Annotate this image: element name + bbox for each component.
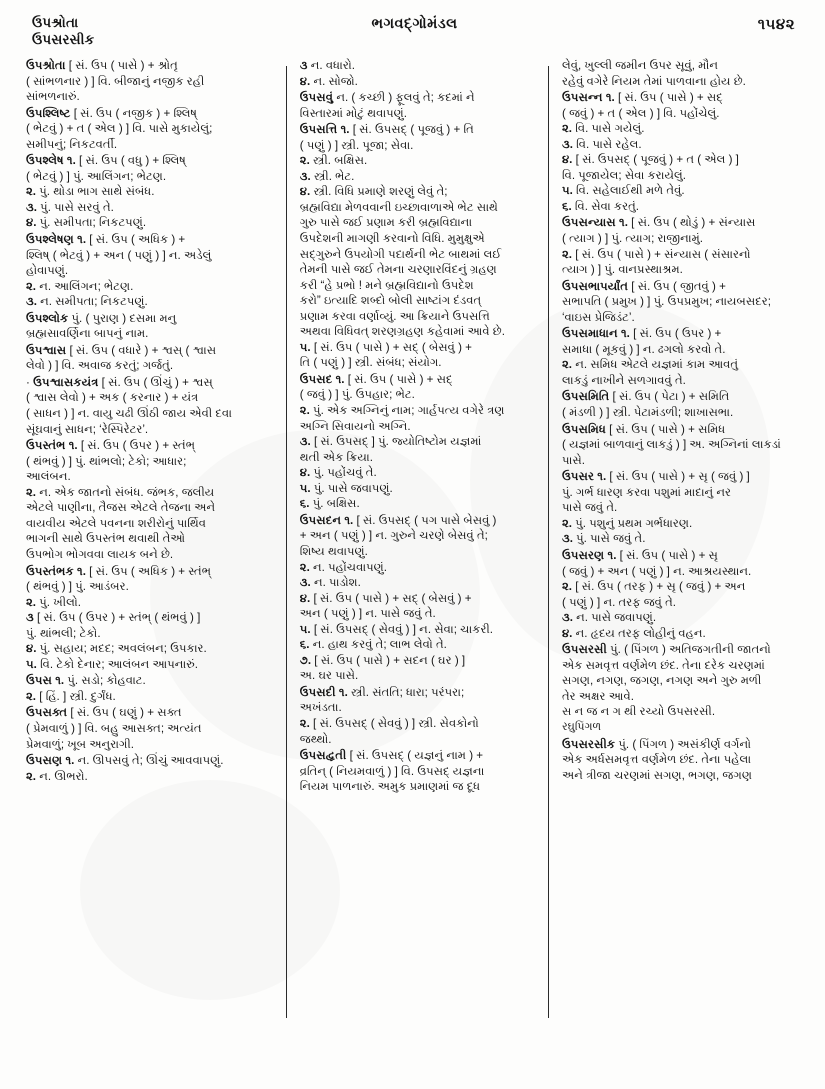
entry-text-line: એટલે પાણીના, તૈજસ એટલે તેજના અને [26, 501, 216, 515]
dictionary-entry [562, 737, 803, 784]
entry-text-line: વ્રતિન્ ( નિયમવાળું ) ] વિ. ઉપસદ્ યજ્ઞના [299, 764, 485, 778]
sense-number: ૨. [26, 485, 37, 499]
sense-number: ૨. [26, 279, 37, 293]
sense-number: ૧. [68, 439, 78, 453]
guideword-last: ઉપસરસીક [32, 32, 95, 47]
sense-number: ૧. [66, 154, 76, 168]
headword: ઉપશ્વાસકયંત્ર [33, 375, 99, 389]
entry-sense-line: ૪. ન. હૃદય તરફ લોહીનું વહન. [561, 626, 706, 640]
entry-text-line: જથ્થો. [299, 732, 332, 746]
headword: ઉપશ્લોક [26, 311, 69, 325]
headword: ઉપસ [26, 674, 52, 688]
entry-text-line: ( જવું ) + અન ( પણું ) ] ન. આશ્રયસ્થાન. [561, 564, 752, 578]
entry-text-line: ( જવું ) + ત ( એલ ) ] વિ. પહોંચેલું. [561, 106, 720, 120]
entry-text-line: અખંડતા. [299, 701, 342, 715]
entry-text-line: લાકડું નાખીને સળગાવવું તે. [561, 373, 686, 387]
dictionary-entry [26, 153, 274, 231]
headword: ઉપશ્વાસ [26, 343, 67, 357]
entry-sense-line: ૫. વિ. સહેલાઈથી મળે તેવું. [561, 184, 685, 198]
dictionary-entry [300, 122, 536, 371]
entry-sense-line: ૩ ન. વધારો. [299, 59, 355, 72]
guideword-first: ઉપશ્રોતા [32, 15, 79, 30]
sense-number: ૧. [619, 216, 628, 230]
entry-text-line: શ્લિષ્ ( ભેટવું ) + અન ( પણું ) ] ન. અડેલું [26, 248, 212, 262]
entry-text-line: + અન ( પણું ) ] ન. ગુરુને ચરણે બેસવું તે; [299, 529, 488, 543]
column-middle [288, 58, 548, 1068]
entry-sense-line: ૩. ન. પાસે જવાપણું. [561, 611, 657, 625]
entry-sense-line: ૪. પું. પહોંચવું તે. [299, 466, 377, 480]
entry-text-line: રહેવું વગેરે નિયમ તેમાં પાળવાના હોય છે. [561, 74, 746, 88]
entry-headword-line: ઉપસમિધ [ સં. ઉપ ( પાસે ) + સમિધ [561, 422, 726, 436]
sense-number: ૪. [26, 642, 37, 656]
entry-text-line: અ. ઘર પાસે. [299, 669, 359, 683]
headword: ઉપસદ [299, 372, 333, 386]
entry-text-line: પાસે. [561, 453, 585, 467]
entry-headword-line: ઉપસવું ન. ( કચ્છી ) ફૂલવું તે; કદમાં ને [299, 91, 475, 105]
entry-sense-line: ૨. [ સં. ઉપ ( તરફ ) + સૃ ( જવું ) + અન [561, 580, 746, 594]
sense-number: ૪. [299, 74, 311, 88]
sense-number: ૨. [561, 247, 573, 261]
entry-sense-line: ૨. [ હિં. ] સ્ત્રી. દુર્ગંધ. [26, 689, 116, 703]
entry-text-line: સદ્‌ગુરુને ઉપયોગી પદાર્થની ભેટ બાથમાં લઈ [299, 247, 502, 261]
sense-number: ૧. [335, 372, 345, 386]
entry-headword-line: ઉપસરણ ૧. [ સં. ઉપ ( પાસે ) + સૃ [561, 548, 718, 562]
entry-continuation [300, 58, 536, 89]
dictionary-entry [26, 438, 274, 562]
entry-text-line: ( થંભવું ) ] પું. થાંભલો; ટેકો; આધાર; [26, 454, 187, 468]
entry-text-line: સમીપનું; નિકટવર્તી. [26, 137, 118, 151]
sense-number: ૪. [299, 185, 311, 199]
entry-sense-line: ૪. [ સં. ઉપસદ્ ( પૂજવું ) + ત ( એલ ) ] [561, 153, 739, 167]
dictionary-entry [562, 326, 803, 388]
headword: ઉપસવું [299, 91, 334, 105]
entry-headword-line: ઉપશ્લેષણ ૧. [ સં. ઉપ ( અધિક ) + [26, 233, 186, 247]
headword: ઉપસમિતિ [561, 390, 610, 404]
dictionary-entry [562, 548, 803, 641]
entry-sense-line: ૨. પું. પશુનું પ્રથમ ગર્ભધારણ. [561, 516, 693, 530]
headword: ઉપસ્તંભ [26, 439, 66, 453]
entry-headword-line: ઉપસદ્વ્રતી [ સં. ઉપસદ્ ( યજ્ઞનું નામ ) + [299, 749, 484, 763]
dictionary-entry [300, 90, 536, 121]
dictionary-entry [300, 748, 536, 795]
sense-number: ૧. [77, 233, 87, 247]
entry-sense-line: ૭. [ સં. ઉપ ( પાસે ) + સદન ( ઘર ) ] [299, 653, 466, 667]
headword: ઉપસદન [299, 513, 342, 527]
entry-sense-line: ૪. [ સં. ઉપ ( પાસે ) + સદ્ ( બેસવું ) + [299, 591, 472, 605]
sense-number: ૩. [561, 137, 573, 151]
column-container [26, 58, 803, 1068]
entry-text-line: ત્યાગ ) ] પું. વાનપ્રસ્થાશ્રમ. [561, 263, 683, 277]
entry-headword-line: · ઉપશ્વાસકયંત્ર [ સં. ઉપ ( ઊંચું ) + શ્વસ્ [26, 375, 213, 389]
entry-headword-line: ઉપસભાપર્યાંત [ સં. ઉપ ( જીતવું ) + [561, 279, 726, 293]
entry-text-line: સાંભળનારું. [26, 90, 80, 104]
entry-text-line: પાસે જવું તે. [561, 501, 618, 515]
entry-text-line: લેવું, ખુલ્લી જમીન ઉપર સૂવું, મૌન [561, 59, 718, 72]
dictionary-entry [300, 685, 536, 747]
dictionary-entry [26, 232, 274, 310]
entry-text-line: આલંબન. [26, 470, 71, 484]
headword: ઉપસત્તિ [299, 123, 338, 137]
sense-number: ૬. [299, 638, 310, 652]
entry-sense-line: ૬. પું. બક્ષિસ. [299, 497, 360, 511]
column-right [550, 58, 803, 1068]
headword: ઉપસરસીક [561, 737, 616, 751]
entry-sense-line: ૩. ન. પાડોશ. [299, 576, 361, 590]
sense-number: ૨. [26, 595, 37, 609]
entry-text-line: પ્રેમવાળું; ખૂબ અનુરાગી. [26, 737, 135, 751]
entry-sense-line: ૨. [ સં. ઉપ ( પાસે ) + સંન્યાસ ( સંસારનો [561, 247, 751, 261]
entry-text-line: ( યજ્ઞમાં બાળવાનું લાકડું ) ] અ. અગ્નિનાં લાકડાં [561, 438, 781, 452]
entry-sense-line: ૩. સ્ત્રી. ભેટ. [299, 169, 355, 183]
dictionary-entry [26, 106, 274, 153]
headword: ઉપસરણ [561, 548, 605, 562]
entry-sense-line: ૨. પું. એક અગ્નિનું નામ; ગાર્હપત્ય વગેરે ત્રણ [299, 404, 505, 418]
entry-sense-line: ૩ [ સં. ઉપ ( ઉપર ) + સ્તંભ્ ( થંભવું ) ] [26, 611, 201, 625]
headword: ઉપસક્ત [26, 706, 68, 720]
sense-number: ૫. [299, 481, 311, 495]
page-number: ૧૫૪૨ [757, 16, 795, 33]
sense-number: ૩. [299, 169, 311, 183]
headword: ઉપશ્લિષ્ટ [26, 106, 71, 120]
headword: ઉપસ્તંભક [26, 564, 74, 578]
dictionary-entry [26, 673, 274, 704]
entry-sense-line: ૨. વિ. પાસે ગયેલું. [561, 122, 645, 136]
sense-number: ૩ [26, 611, 34, 625]
entry-text-line: તેમની પાસે જઈ તેમના ચરણારવિંદનું ગ્રહણ [299, 263, 497, 277]
sense-number: ૧. [77, 564, 86, 578]
headword: ઉપશ્લેષ [26, 154, 64, 168]
sense-number: ૧. [597, 470, 607, 484]
sense-number: ૪. [26, 216, 37, 230]
entry-text-line: અગ્નિ સિવાયનો અગ્નિ. [299, 419, 411, 433]
entry-text-line: ‘વાઇસ પ્રેજિડંટ’. [561, 310, 635, 324]
entry-text-line: ( સાધન ) ] ન. વાયુ ચઢી ઊંઠી જાય એવી દવા [26, 407, 232, 421]
entry-headword-line: ઉપસમિતિ [ સં. ઉપ ( પેટા ) + સમિતિ [561, 390, 730, 404]
headword: ઉપસન્યાસ [561, 216, 616, 230]
sense-number: ૧. [620, 327, 630, 341]
sense-number: ૨. [299, 154, 310, 168]
sense-number: ૩. [561, 611, 573, 625]
dictionary-entry [26, 311, 274, 342]
sense-number: ૧. [55, 674, 65, 688]
entry-sense-line: ૫. [ સં. ઉપસદ્ ( સેવવું ) ] ન. સેવા; ચાકરી. [299, 622, 493, 636]
sense-number: ૫. [26, 657, 37, 671]
sense-number: ૫. [299, 340, 311, 354]
sense-number: ૬. [299, 497, 310, 511]
entry-continuation [562, 58, 803, 89]
entry-text-line: વિસ્તારમાં મોટું થવાપણું. [299, 106, 408, 120]
dictionary-entry [26, 753, 274, 784]
entry-text-line: ( પણું ) ] સ્ત્રી. પૂજા; સેવા. [299, 138, 414, 152]
entry-text-line: હોવાપણું. [26, 264, 69, 278]
entry-sense-line: ૪. પું. સહાય; મદદ; અવલંબન; ઉપકાર. [26, 642, 207, 656]
entry-text-line: ( ત્યાગ ) ] પું. ત્યાગ; રાજીનામું. [561, 232, 703, 246]
sense-number: ૪. [561, 153, 573, 167]
entry-headword-line: ઉપસર ૧. [ સં. ઉપ ( પાસે ) + સૃ ( જવું ) ] [561, 470, 750, 484]
headword: ઉપશ્લેષણ [26, 233, 74, 247]
headword: ઉપસરસી [561, 643, 607, 657]
headword: ઉપસમિધ [561, 422, 606, 436]
entry-sense-line: ૨. ન. સમિધ એટલે યજ્ઞમાં કામ આવતું [561, 358, 739, 372]
headword: ઉપસદ્વ્રતી [299, 749, 347, 763]
sense-number: ૭. [299, 653, 312, 667]
sense-number: ૧. [65, 754, 75, 768]
sense-number: ૪. [299, 591, 311, 605]
entry-text-line: સમાધા ( મૂકવું ) ] ન. ઢગલો કરવો તે. [561, 342, 726, 356]
entry-sense-line: ૨. પું. ખીલો. [26, 595, 81, 609]
entry-headword-line: ઉપસન્ન ૧. [ સં. ઉપ ( પાસે ) + સદ્ [561, 91, 723, 105]
entry-text-line: ( જવું ) ] પું. ઉપહાર; ભેટ. [299, 388, 415, 402]
entry-text-line: ( પ્રેમવાળું ) ] વિ. બહુ આસક્ત; અત્યંત [26, 721, 202, 735]
entry-headword-line: ઉપશ્રોતા [ સં. ઉપ ( પાસે ) + શ્રોતૃ [26, 59, 178, 72]
entry-headword-line: ઉપસત્તિ ૧. [ સં. ઉપસદ્ ( પૂજવું ) + તિ [299, 123, 474, 137]
sense-number: ૨. [299, 716, 310, 730]
sense-number: ૩. [299, 435, 311, 449]
entry-headword-line: ઉપસ્તંભક ૧. [ સં. ઉપ ( અધિક ) + સ્તંભ્ [26, 564, 211, 578]
entry-text-line: નિયમ પાળનારું. અમુક પ્રમાણમાં જ દૂધ [299, 780, 481, 794]
running-head [26, 14, 803, 58]
sense-number: ૨. [299, 404, 310, 418]
dictionary-entry [562, 215, 803, 277]
entry-text-line: વાયવીય એટલે પવનના શરીરોનું પાર્થિવ [26, 516, 206, 530]
sense-number: ૬. [561, 199, 572, 213]
sense-number: ૩. [26, 200, 37, 214]
entry-sense-line: ૨. ન. ઊભરો. [26, 769, 88, 783]
entry-headword-line: ઉપસ્તંભ ૧. [ સં. ઉપ ( ઉપર ) + સ્તંભ્ [26, 439, 196, 453]
sense-number: ૨. [561, 358, 573, 372]
entry-quotation-line: સ ન જ ન ગ થી રચ્યો ઉપસરસી. [561, 705, 716, 719]
entry-text-line: ( ભેટવું ) + ત ( એલ ) ] વિ. પાસે મુકાયેલું; [26, 122, 213, 136]
sense-number: ૨. [561, 516, 573, 530]
entry-sense-line: ૨. ન. એક જાતનો સંબંધ. જંભક, જલીય [26, 485, 215, 499]
entry-text-line: શિષ્ય થવાપણું. [299, 544, 368, 558]
entry-sense-line: ૨. સ્ત્રી. બક્ષિસ. [299, 154, 368, 168]
entry-text-line: સૂંઘવાનું સાધન; ‘રેસ્પિરેટર’. [26, 422, 149, 436]
entry-text-line: તિ ( પણું ) ] સ્ત્રી. સંબંધ; સંયોગ. [299, 356, 442, 370]
entry-text-line: બ્રહ્મવિદ્યા મેળવવાની ઇચ્છાવાળાએ ભેટ સાથે [299, 200, 498, 214]
entry-text-line: અને ત્રીજા ચરણમાં સગણ, ભગણ, જગણ [561, 768, 752, 782]
entry-sense-line: ૩. [ સં. ઉપસદ્ ] પું. જ્યોતિષ્ટોમ યજ્ઞમાં [299, 435, 482, 449]
entry-text-line: ઉપદેશની માગણી કરવાનો વિધિ. મુમુક્ષુએ [299, 232, 485, 246]
sense-number: ૨. [26, 769, 37, 783]
dictionary-entry [562, 422, 803, 469]
headword: ઉપસમાધાન [561, 327, 618, 341]
entry-sense-line: ૬. વિ. સેવા કરતું. [561, 199, 639, 213]
entry-text-line: અથવા વિધિવત્ શરણગ્રહણ કહેવામાં આવે છે. [299, 325, 505, 339]
entry-sense-line: ૪. ન. સોજો. [299, 74, 358, 88]
column-left [26, 58, 286, 1068]
entry-text-line: પું. ગર્ભ ધારણ કરવા પશુમાં માદાનું નર [561, 485, 732, 499]
quotation-attribution: રઘુપિંગળ [561, 720, 602, 733]
entry-text-line: કરો” ઇત્યાદિ શબ્દો બોલી સાષ્ટાંગ દંડવત્ [299, 294, 482, 308]
entry-sense-line: ૨. ન. પહોંચવાપણું. [299, 560, 387, 574]
sense-number: ૪. [299, 466, 311, 480]
dictionary-entry [26, 343, 274, 374]
entry-sense-line: ૩. પું. પાસે જવું તે. [561, 532, 646, 546]
entry-sense-line: ૩. ન. સમીપતા; નિકટપણું. [26, 295, 148, 309]
entry-headword-line: ઉપસદન ૧. [ સં. ઉપસદ્ ( પગ પાસે બેસવું ) [299, 513, 497, 527]
entry-sense-line: ૫. [ સં. ઉપ ( પાસે ) + સદ્ ( બેસવું ) + [299, 340, 472, 354]
entry-sense-line: ૨. પું. થોડા ભાગ સાથે સંબંધ. [26, 185, 155, 199]
entry-text-line: ( ભેટવું ) ] પું. આલિંગન; ભેટણ. [26, 169, 167, 183]
entry-text-line: ઉપભોગ ભોગવવા લાયક બને છે. [26, 547, 174, 561]
entry-text-line: ( સાંભળનાર ) ] વિ. બીજાનું નજીક રહી [26, 74, 205, 88]
entry-sense-line: ૩. વિ. પાસે રહેલ. [561, 137, 642, 151]
entry-sense-line: ૪. પું. સમીપતા; નિકટપણું. [26, 216, 147, 230]
entry-text-line: થતી એક ક્રિયા. [299, 450, 373, 464]
entry-headword-line: ઉપસન્યાસ ૧. [ સં. ઉપ ( થોડું ) + સંન્યાસ [561, 216, 756, 230]
headword: ઉપસર [561, 470, 595, 484]
entry-text-line: લેવો ) ] વિ. અવાજ કરતું; ગર્જતું. [26, 359, 174, 373]
sense-number: ૨. [26, 185, 37, 199]
headword: ઉપસદી [299, 685, 336, 699]
sense-number: ૩ [299, 59, 308, 72]
entry-text-line: વિ. પૂજાયેલ; સેવા કરાયેલું. [561, 168, 687, 182]
entry-text-line: અન ( પણું ) ] ન. પાસે જવું તે. [299, 607, 436, 621]
entry-text-line: સગણ, નગણ, જગણ, નગણ અને ગુરુ મળી [561, 674, 762, 688]
entry-text-line: ગુરુ પાસે જઈ પ્રણામ કરી બ્રહ્મવિદ્યાના [299, 216, 473, 230]
dictionary-entry [300, 513, 536, 684]
headword: ઉપશ્રોતા [26, 59, 66, 72]
sense-number: ૧. [607, 548, 617, 562]
entry-headword-line: ઉપસક્ત [ સં. ઉપ ( ઘણું ) + સક્ત [26, 706, 182, 720]
entry-text-line: પું. થાંભલી; ટેકો. [26, 626, 101, 640]
dictionary-entry [562, 469, 803, 547]
sense-number: ૩. [299, 576, 311, 590]
entry-text-line: ( થંભવું ) ] પું. આડંબર. [26, 580, 129, 594]
entry-headword-line: ઉપશ્વાસ [ સં. ઉપ ( વધારે ) + શ્વસ્ ( શ્વાસ [26, 343, 217, 357]
sense-number: ૪. [561, 626, 573, 640]
entry-text-line: એક અર્ધસમવૃત્ત વર્ણમેળ છંદ. તેના પહેલા [561, 753, 752, 767]
sense-number: ૨. [299, 560, 310, 574]
sense-number: ૨. [561, 580, 573, 594]
entry-headword-line: ઉપસદી ૧. સ્ત્રી. સંતતિ; ધારા; પરંપરા; [299, 685, 465, 699]
entry-text-line: ભાગની સાથે ઉપસ્તંભ થવાથી તેઓ [26, 532, 186, 546]
entry-sense-line: ૨. [ સં. ઉપસદ્ ( સેવવું ) ] સ્ત્રી. સેવકોનો [299, 716, 479, 730]
dictionary-entry [300, 372, 536, 512]
dictionary-entry [26, 705, 274, 752]
headword: ઉપસન્ન [561, 91, 603, 105]
dictionary-entry [26, 564, 274, 673]
entry-text-line: બ્રહ્મસાવર્ણિના બાપનું નામ. [26, 327, 149, 341]
entry-text-line: સભાપતિ ( પ્રમુખ ) ] પું. ઉપપ્રમુખ; નાયબસદર; [561, 295, 771, 309]
dictionary-entry [562, 279, 803, 326]
headword: ઉપસણ [26, 754, 63, 768]
sense-number: ૨. [561, 122, 573, 136]
sense-number: ૧. [344, 513, 354, 527]
sense-number: ૧. [605, 91, 615, 105]
entry-text-line: પ્રણામ કરવા વર્ણાવ્યું. આ ક્રિયાને ઉપસત્તિ [299, 309, 490, 323]
entry-headword-line: ઉપશ્લોક પું. ( પુરાણ ) દસમા મનુ [26, 311, 177, 325]
entry-headword-line: ઉપશ્લિષ્ટ [ સં. ઉપ ( નજીક ) + શ્લિષ્ [26, 106, 197, 120]
sense-number: ૨. [26, 689, 37, 703]
entry-headword-line: ઉપશ્લેષ ૧. [ સં. ઉપ ( વધુ ) + શ્લિષ્ [26, 154, 186, 168]
entry-sense-line: ૬. ન. હાથ કરવું તે; લાભ લેવો તે. [299, 638, 447, 652]
dictionary-entry [562, 642, 803, 735]
sense-number: ૩. [561, 532, 573, 546]
entry-sense-line: ૫. વિ. ટેકો દેનાર; આલંબન આપનારું. [26, 657, 198, 671]
entry-text-line: ( શ્વાસ લેવો ) + અક ( કરનાર ) + યંત્ર [26, 391, 199, 405]
entry-text-line: તેર અક્ષર આવે. [561, 689, 634, 703]
sense-number: ૩. [26, 295, 37, 309]
sense-number: ૫. [299, 622, 311, 636]
book-title: ભગવદ્ગોમંડલ [371, 16, 458, 32]
entry-headword-line: ઉપસરસી પું. ( પિંગળ ) અતિજગતીની જાતનો [561, 643, 771, 657]
entry-headword-line: ઉપસણ ૧. ન. ઊપસવું તે; ઊંચું આવવાપણું. [26, 754, 224, 768]
entry-sense-line: ૫. પું. પાસે જવાપણું. [299, 481, 393, 495]
entry-headword-line: ઉપસરસીક પું. ( પિંગળ ) અસંકીર્ણ વર્ગનો [561, 737, 752, 751]
entry-text-line: ( મંડળી ) ] સ્ત્રી. પેટામંડળી; શાખાસભા. [561, 406, 734, 420]
sense-number: ૧. [338, 685, 348, 699]
entry-text-line: ( પણું ) ] ન. તરફ જવું તે. [561, 595, 677, 609]
dictionary-entry [26, 375, 274, 437]
entry-headword-line: ઉપસ ૧. પું. સડો; કોહવાટ. [26, 674, 146, 688]
entry-text-line: કરી “હે પ્રભો ! મને બ્રહ્મવિદ્યાનો ઉપદેશ [299, 278, 474, 292]
entry-sense-line: ૪. સ્ત્રી. વિધિ પ્રમાણે શરણું લેવું તે; [299, 185, 448, 199]
entry-headword-line: ઉપસદ ૧. [ સં. ઉપ ( પાસે ) + સદ્ [299, 372, 453, 386]
entry-text-line: એક સમવૃત્ત વર્ણમેળ છંદ. તેના દરેક ચરણમાં [561, 658, 765, 672]
entry-headword-line: ઉપસમાધાન ૧. [ સં. ઉપ ( ઉપર ) + [561, 327, 722, 341]
entry-sense-line: ૨. ન. આલિંગન; ભેટણ. [26, 279, 134, 293]
sense-number: ૫. [561, 184, 573, 198]
dictionary-entry [562, 90, 803, 214]
entry-sense-line: ૩. પું. પાસે સરવું તે. [26, 200, 114, 214]
dictionary-entry [562, 389, 803, 420]
dictionary-entry [26, 58, 274, 105]
headword: ઉપસભાપર્યાંત [561, 279, 629, 293]
sense-number: ૧. [340, 123, 350, 137]
